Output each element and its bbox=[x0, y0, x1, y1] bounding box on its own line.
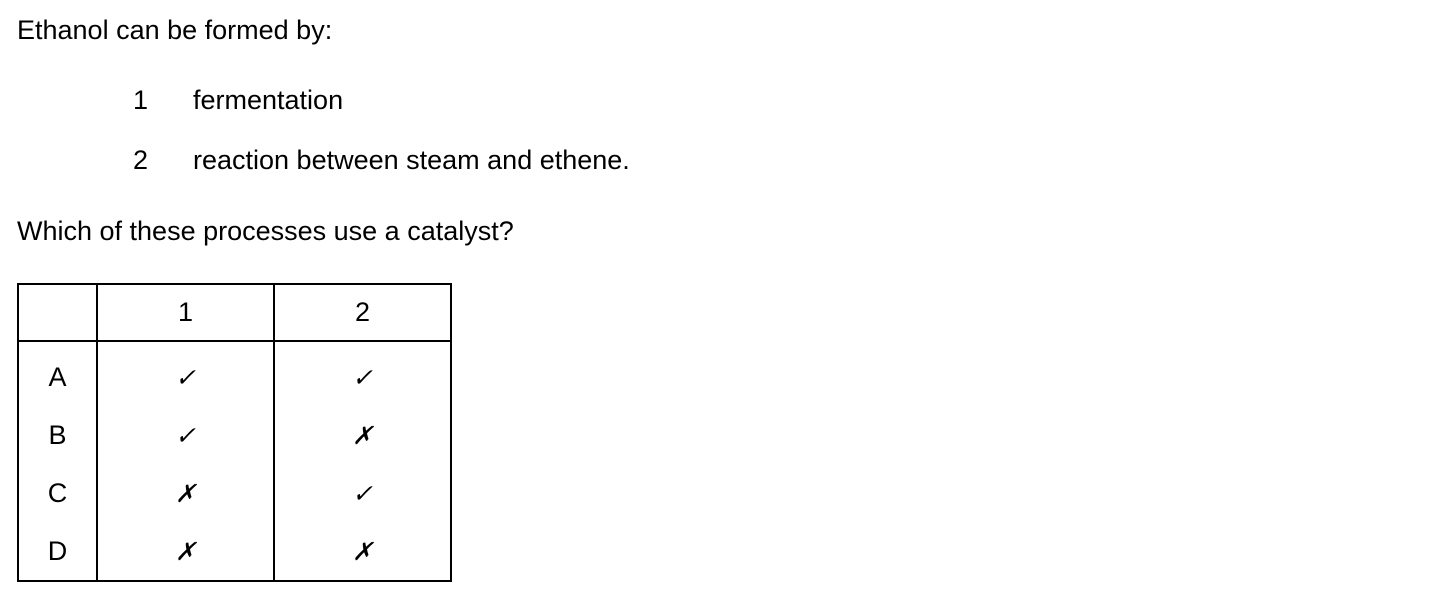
row-label: B bbox=[18, 406, 97, 464]
cross-mark: ✗ bbox=[97, 464, 274, 522]
header-empty-cell bbox=[18, 284, 97, 341]
option-number: 1 bbox=[133, 85, 149, 115]
table-row bbox=[18, 406, 451, 464]
tick-mark: ✓ bbox=[97, 341, 274, 406]
option-text: reaction between steam and ethene. bbox=[193, 145, 630, 175]
tick-mark: ✓ bbox=[97, 406, 274, 464]
row-label: A bbox=[18, 341, 97, 406]
tick-mark: ✓ bbox=[274, 341, 451, 406]
row-label: C bbox=[18, 464, 97, 522]
header-process-1: 1 bbox=[97, 284, 274, 341]
cross-mark: ✗ bbox=[97, 522, 274, 581]
question-intro: Ethanol can be formed by: bbox=[17, 15, 333, 45]
tick-mark: ✓ bbox=[274, 464, 451, 522]
cross-mark: ✗ bbox=[274, 522, 451, 581]
option-2 bbox=[133, 144, 630, 176]
header-process-2: 2 bbox=[274, 284, 451, 341]
option-text: fermentation bbox=[193, 85, 344, 115]
table-row bbox=[18, 522, 451, 581]
answer-table bbox=[17, 283, 452, 582]
option-1 bbox=[133, 84, 343, 116]
question-text: Which of these processes use a catalyst? bbox=[17, 216, 514, 246]
table-header-row bbox=[18, 284, 451, 341]
table-row bbox=[18, 464, 451, 522]
option-number: 2 bbox=[133, 145, 149, 175]
table-row bbox=[18, 341, 451, 406]
cross-mark: ✗ bbox=[274, 406, 451, 464]
row-label: D bbox=[18, 522, 97, 581]
